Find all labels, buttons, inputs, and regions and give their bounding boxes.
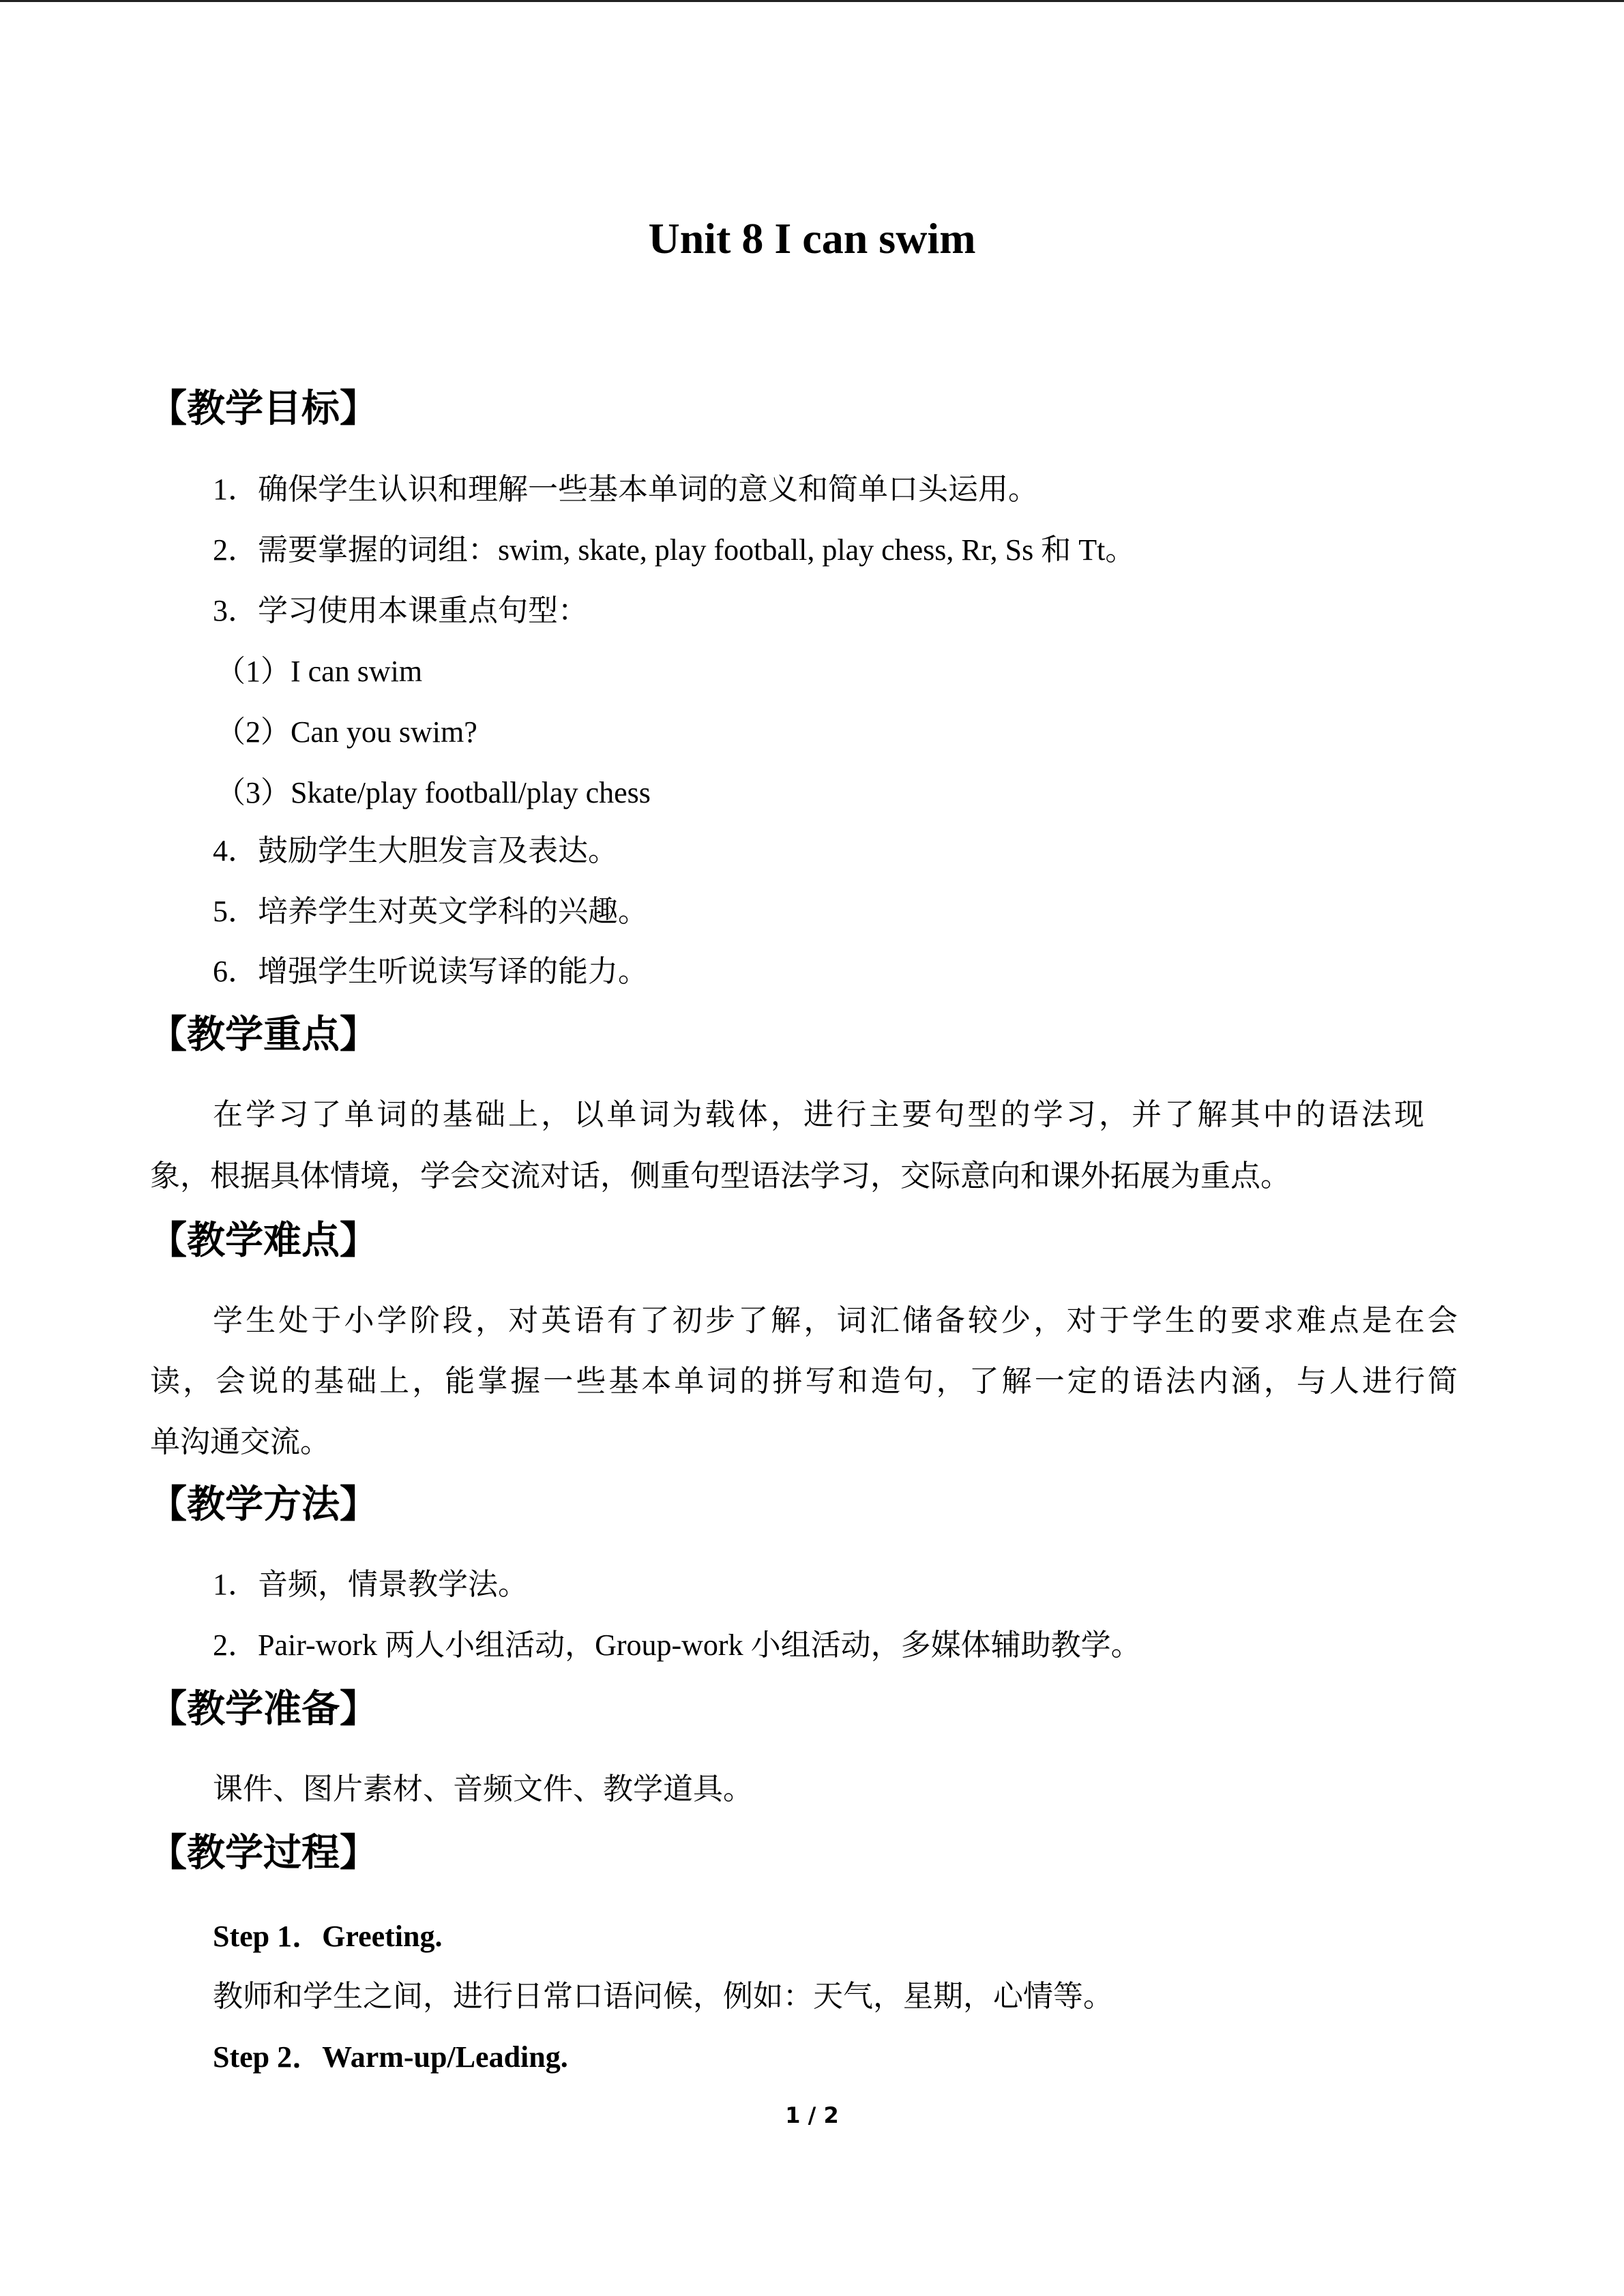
step-1-title: Step 1．Greeting. [213, 1920, 443, 1953]
difficulties-line: 读，会说的基础上，能掌握一些基本单词的拼写和造句，了解一定的语法内涵，与人进行简 [150, 1365, 1458, 1398]
section-heading-methods: 【教学方法】 [149, 1482, 378, 1527]
objective-subitem: （2）Can you swim? [216, 715, 477, 749]
section-heading-preparation: 【教学准备】 [149, 1687, 378, 1731]
objective-item: 2．需要掌握的词组：swim, skate, play football, play chess, Rr, Ss 和 Tt。 [213, 533, 1136, 567]
objective-item: 3．学习使用本课重点句型： [213, 594, 588, 627]
key-points-line: 在学习了单词的基础上，以单词为载体，进行主要句型的学习，并了解其中的语法现 [213, 1098, 1424, 1131]
page-top-border [0, 0, 1624, 2]
objective-subitem: （1）I can swim [216, 655, 423, 688]
section-heading-key-points: 【教学重点】 [149, 1013, 378, 1057]
objective-subitem: （3）Skate/play football/play chess [216, 776, 651, 809]
section-heading-objectives: 【教学目标】 [149, 387, 378, 431]
objective-item: 4．鼓励学生大胆发言及表达。 [213, 834, 618, 867]
method-item: 1．音频，情景教学法。 [213, 1568, 528, 1601]
step-1-text: 教师和学生之间，进行日常口语问候，例如：天气，星期，心情等。 [213, 1980, 1113, 2013]
key-points-line: 象，根据具体情境，学会交流对话，侧重句型语法学习，交际意向和课外拓展为重点。 [150, 1159, 1290, 1193]
objective-item: 5．培养学生对英文学科的兴趣。 [213, 895, 648, 928]
page-number: 1 / 2 [785, 2102, 839, 2128]
section-heading-process: 【教学过程】 [149, 1831, 378, 1875]
method-item: 2．Pair-work 两人小组活动，Group-work 小组活动，多媒体辅助教学。 [213, 1628, 1141, 1662]
preparation-text: 课件、图片素材、音频文件、教学道具。 [213, 1772, 753, 1806]
document-title: Unit 8 I can swim [648, 214, 976, 263]
section-heading-difficulties: 【教学难点】 [149, 1219, 378, 1263]
objective-item: 1．确保学生认识和理解一些基本单词的意义和简单口头运用。 [213, 473, 1038, 506]
objective-item: 6．增强学生听说读写译的能力。 [213, 955, 648, 988]
difficulties-line: 单沟通交流。 [150, 1425, 330, 1459]
step-2-title: Step 2．Warm-up/Leading. [213, 2040, 568, 2074]
difficulties-line: 学生处于小学阶段，对英语有了初步了解，词汇储备较少，对于学生的要求难点是在会 [213, 1304, 1458, 1337]
